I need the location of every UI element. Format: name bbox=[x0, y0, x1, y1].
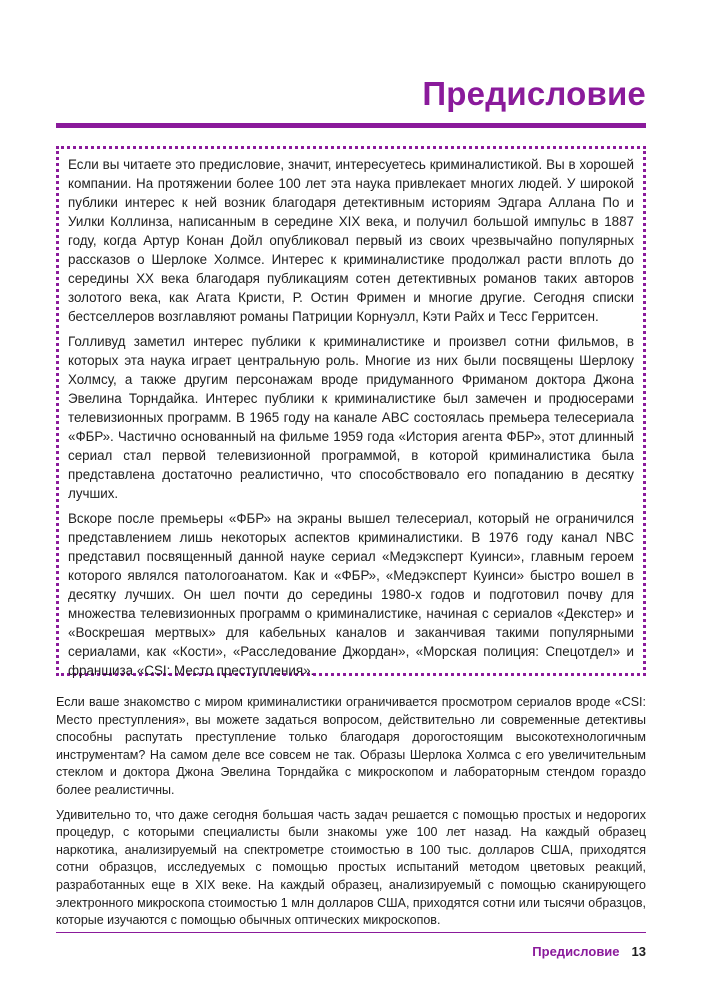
callout-paragraph-1: Если вы читаете это предисловие, значит, интересуетесь криминалистикой. Вы в хорошей компании. На протяжении более 100 лет эта наука привлекает многих людей. У широкой публики интерес к ней возник благодаря детективным историям Эдгара Аллана По и Уилки Коллинза, написанным в середине XIX века, и получил большой импульс в 1887 году, когда Артур Конан Дойл опубликовал первый из своих чрезвычайно популярных рассказов о Шерлоке Холмсе. Интерес к криминалистике продолжал расти вплоть до середины XX века благодаря публикациям сотен детективных романов таких авторов золотого века, как Агата Кристи, Р. Остин Фримен и многие другие. Сегодня списки бестселлеров возглавляют романы Патриции Корнуэлл, Кэти Райх и Тесс Герритсен. bbox=[68, 157, 634, 324]
body-paragraph-1: Если ваше знакомство с миром криминалистики ограничивается просмотром сериалов вроде «CSI: Место преступления», вы можете задаться вопросом, действительно ли современные детективы способны распутать преступление только благодаря дорогостоящим высокотехнологичным инструментам? На самом деле все совсем не так. Образы Шерлока Холмса с его увеличительным стеклом и доктора Джона Эвелина Торндайка с микроскопом и лабораторным стендом гораздо более реалистичны. bbox=[56, 695, 646, 797]
page-number: 13 bbox=[631, 944, 646, 959]
callout-paragraph-3: Вскоре после премьеры «ФБР» на экраны вышел телесериал, который не ограничился представлением лишь некоторых аспектов криминалистики. В 1976 году канал NBC представил посвященный данной науке сериал «Медэксперт Куинси», главным героем которого являлся патологоанатом. Как и «ФБР», «Медэксперт Куинси» быстро вошел в десятку лучших. Он шел почти до середины 1980-х годов и подготовил почву для множества телевизионных программ о криминалистике, начиная с сериалов «Декстер» и «Воскрешая мертвых» для кабельных каналов и заканчивая такими популярными сериалами, как «Кости», «Расследование Джордан», «Морская полиция: Спецотдел» и франшиза «CSI: Место преступления». bbox=[68, 511, 634, 678]
foreword-callout-box bbox=[56, 146, 646, 676]
body-text bbox=[56, 694, 646, 937]
body-paragraph-2: Удивительно то, что даже сегодня большая часть задач решается с помощью простых и недорогих процедур, с которыми специалисты были знакомы уже 100 лет назад. На каждый образец наркотика, анализируемый на спектрометре стоимостью в 100 тыс. долларов США, приходятся сотни образцов, исследуемых с помощью простых испытаний методом цветовых реакций, разработанных еще в XIX веке. На каждый образец, анализируемый с помощью сканирующего электронного микроскопа стоимостью 1 млн долларов США, приходятся сотни или тысячи образцов, которые изучаются с помощью обычных оптических микроскопов. bbox=[56, 807, 646, 928]
footer-divider bbox=[56, 932, 646, 933]
title-underline bbox=[56, 123, 646, 128]
callout-paragraph-2: Голливуд заметил интерес публики к криминалистике и произвел сотни фильмов, в которых эта наука играет центральную роль. Многие из них были посвящены Шерлоку Холмсу, а также другим персонажам вроде придуманного Фриманом доктора Джона Эвелина Торндайка. Интерес публики к криминалистике был замечен и продюсерами телевизионных программ. В 1965 году на канале ABC состоялась премьера телесериала «ФБР». Частично основанный на фильме 1959 года «История агента ФБР», этот длинный сериал стал первой телевизионной программой, в которой криминалистика была представлена достаточно реалистично, что способствовало его попаданию в десятку лучших. bbox=[68, 334, 634, 501]
page-title: Предисловие bbox=[422, 75, 646, 112]
footer-section-title: Предисловие bbox=[532, 944, 620, 959]
page-footer bbox=[532, 944, 646, 960]
